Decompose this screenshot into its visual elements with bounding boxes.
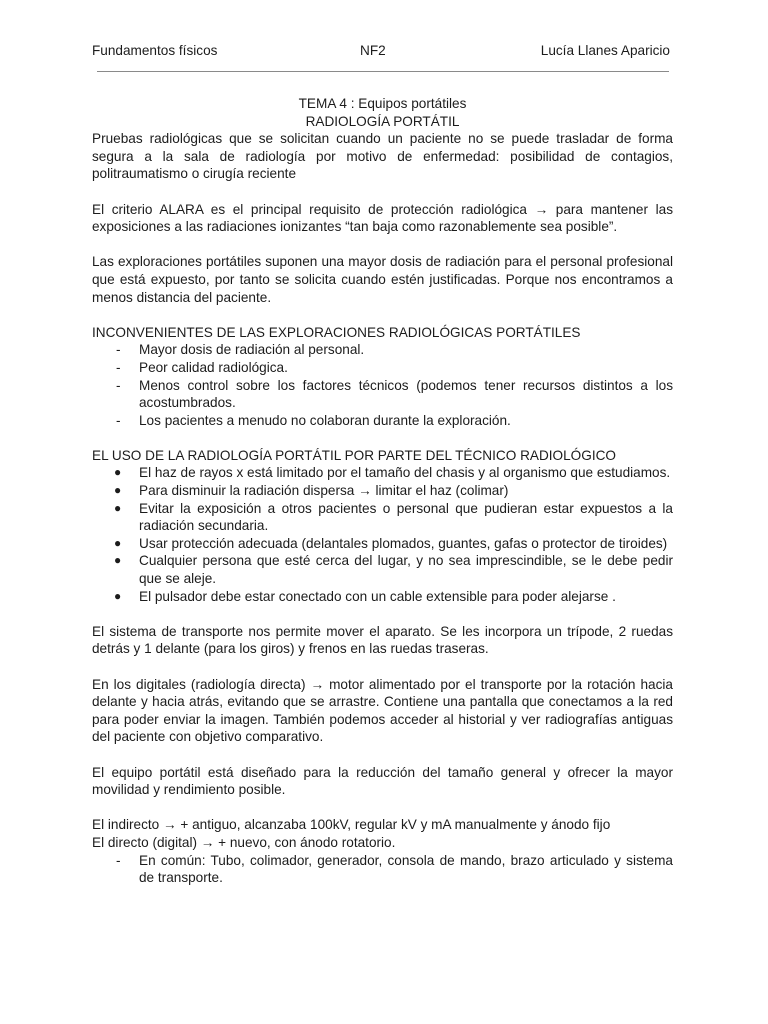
paragraph-dose: Las exploraciones portátiles suponen una mayor dosis de radiación para el personal profesional que está expuesto, por tanto se solicita cuando estén justificadas. Porque nos encontramos a menos distancia del paciente.: [92, 254, 673, 305]
list-uso: [92, 464, 673, 605]
spacer: [92, 236, 673, 254]
paragraph-design: El equipo portátil está diseñado para la reducción del tamaño general y ofrecer la mayor movilidad y rendimiento posible.: [92, 764, 673, 798]
page-header: [92, 42, 670, 60]
dash-marker: -: [116, 852, 121, 868]
list-item-text: Evitar la exposición a otros pacientes o personal que pudieran estar expuestos a la radiación secundaria.: [139, 500, 673, 534]
topic-title: TEMA 4 : Equipos portátiles: [298, 96, 467, 111]
paragraph-alara: El criterio ALARA es el principal requisito de protección radiológica → para mantener las exposiciones a las radiaciones ionizantes “tan baja como razonablemente sea posible”.: [92, 201, 673, 235]
line-directo: El directo (digital) → + nuevo, con ánodo rotatorio.: [92, 834, 396, 850]
list-item: [92, 412, 673, 430]
dash-marker: -: [116, 359, 121, 375]
list-item: [92, 588, 673, 606]
spacer: [92, 746, 673, 764]
list-item-text: Mayor dosis de radiación al personal.: [139, 342, 365, 358]
heading-inconvenientes: INCONVENIENTES DE LAS EXPLORACIONES RADIOLÓGICAS PORTÁTILES: [92, 324, 581, 340]
bullet-marker: ●: [114, 483, 122, 498]
header-code: NF2: [360, 43, 386, 58]
list-item: [92, 341, 673, 359]
section-title: RADIOLOGÍA PORTÁTIL: [305, 113, 460, 129]
list-item: [92, 377, 673, 412]
list-item-text: Usar protección adecuada (delantales plomados, guantes, gafas o protector de tiroides): [139, 535, 668, 551]
list-item-text: El pulsador debe estar conectado con un cable extensible para poder alejarse .: [139, 588, 616, 604]
bullet-marker: ●: [114, 535, 122, 550]
list-item: [92, 482, 673, 500]
spacer: [92, 658, 673, 676]
paragraph-digital: En los digitales (radiología directa) → motor alimentado por el transporte por la rotación hacia delante y hacia atrás, evitando que se arrastre. Contiene una pantalla que conectamos a la red para poder enviar la imagen. También podemos acceder al historial y ver radiografías antiguas del paciente con objetivo comparativo.: [92, 676, 673, 745]
list-comun: [92, 852, 673, 887]
spacer: [92, 429, 673, 447]
dash-marker: -: [116, 342, 121, 358]
list-item-text: Para disminuir la radiación dispersa → limitar el haz (colimar): [139, 483, 509, 499]
bullet-marker: ●: [114, 553, 122, 568]
bullet-marker: ●: [114, 465, 122, 480]
list-item-text: Los pacientes a menudo no colaboran durante la exploración.: [139, 412, 511, 428]
bullet-marker: ●: [114, 500, 122, 515]
spacer: [92, 183, 673, 201]
list-item-text: En común: Tubo, colimador, generador, consola de mando, brazo articulado y sistema de transporte.: [139, 852, 673, 886]
dash-marker: -: [116, 377, 121, 393]
spacer: [92, 799, 673, 817]
list-inconvenientes: [92, 341, 673, 429]
paragraph-intro: Pruebas radiológicas que se solicitan cuando un paciente no se puede trasladar de forma segura a la sala de radiología por motivo de enfermedad: posibilidad de contagios, politraumatismo o cirugía reciente: [92, 131, 673, 182]
list-item-text: Peor calidad radiológica.: [139, 359, 288, 375]
spacer: [92, 306, 673, 324]
line-indirecto: El indirecto → + antiguo, alcanzaba 100kV, regular kV y mA manualmente y ánodo fijo: [92, 817, 611, 833]
document-body: [92, 95, 673, 887]
list-item: [92, 535, 673, 553]
list-item: [92, 500, 673, 535]
list-item: [92, 464, 673, 482]
heading-uso: EL USO DE LA RADIOLOGÍA PORTÁTIL POR PARTE DEL TÉCNICO RADIOLÓGICO: [92, 447, 616, 463]
list-item: [92, 359, 673, 377]
list-item-text: El haz de rayos x está limitado por el tamaño del chasis y al organismo que estudiamos.: [139, 465, 671, 481]
dash-marker: -: [116, 412, 121, 428]
spacer: [92, 605, 673, 623]
bullet-marker: ●: [114, 588, 122, 603]
header-divider: [97, 71, 669, 72]
list-item-text: Menos control sobre los factores técnicos (podemos tener recursos distintos a los acostumbrados.: [139, 377, 673, 411]
list-item: [92, 852, 673, 887]
header-author: Lucía Llanes Aparicio: [540, 43, 670, 58]
header-subject: Fundamentos físicos: [92, 43, 218, 58]
paragraph-transport: El sistema de transporte nos permite mover el aparato. Se les incorpora un trípode, 2 ruedas detrás y 1 delante (para los giros) y frenos en las ruedas traseras.: [92, 623, 673, 657]
list-item-text: Cualquier persona que esté cerca del lugar, y no sea imprescindible, se le debe pedir que se aleje.: [139, 553, 673, 587]
list-item: [92, 552, 673, 587]
